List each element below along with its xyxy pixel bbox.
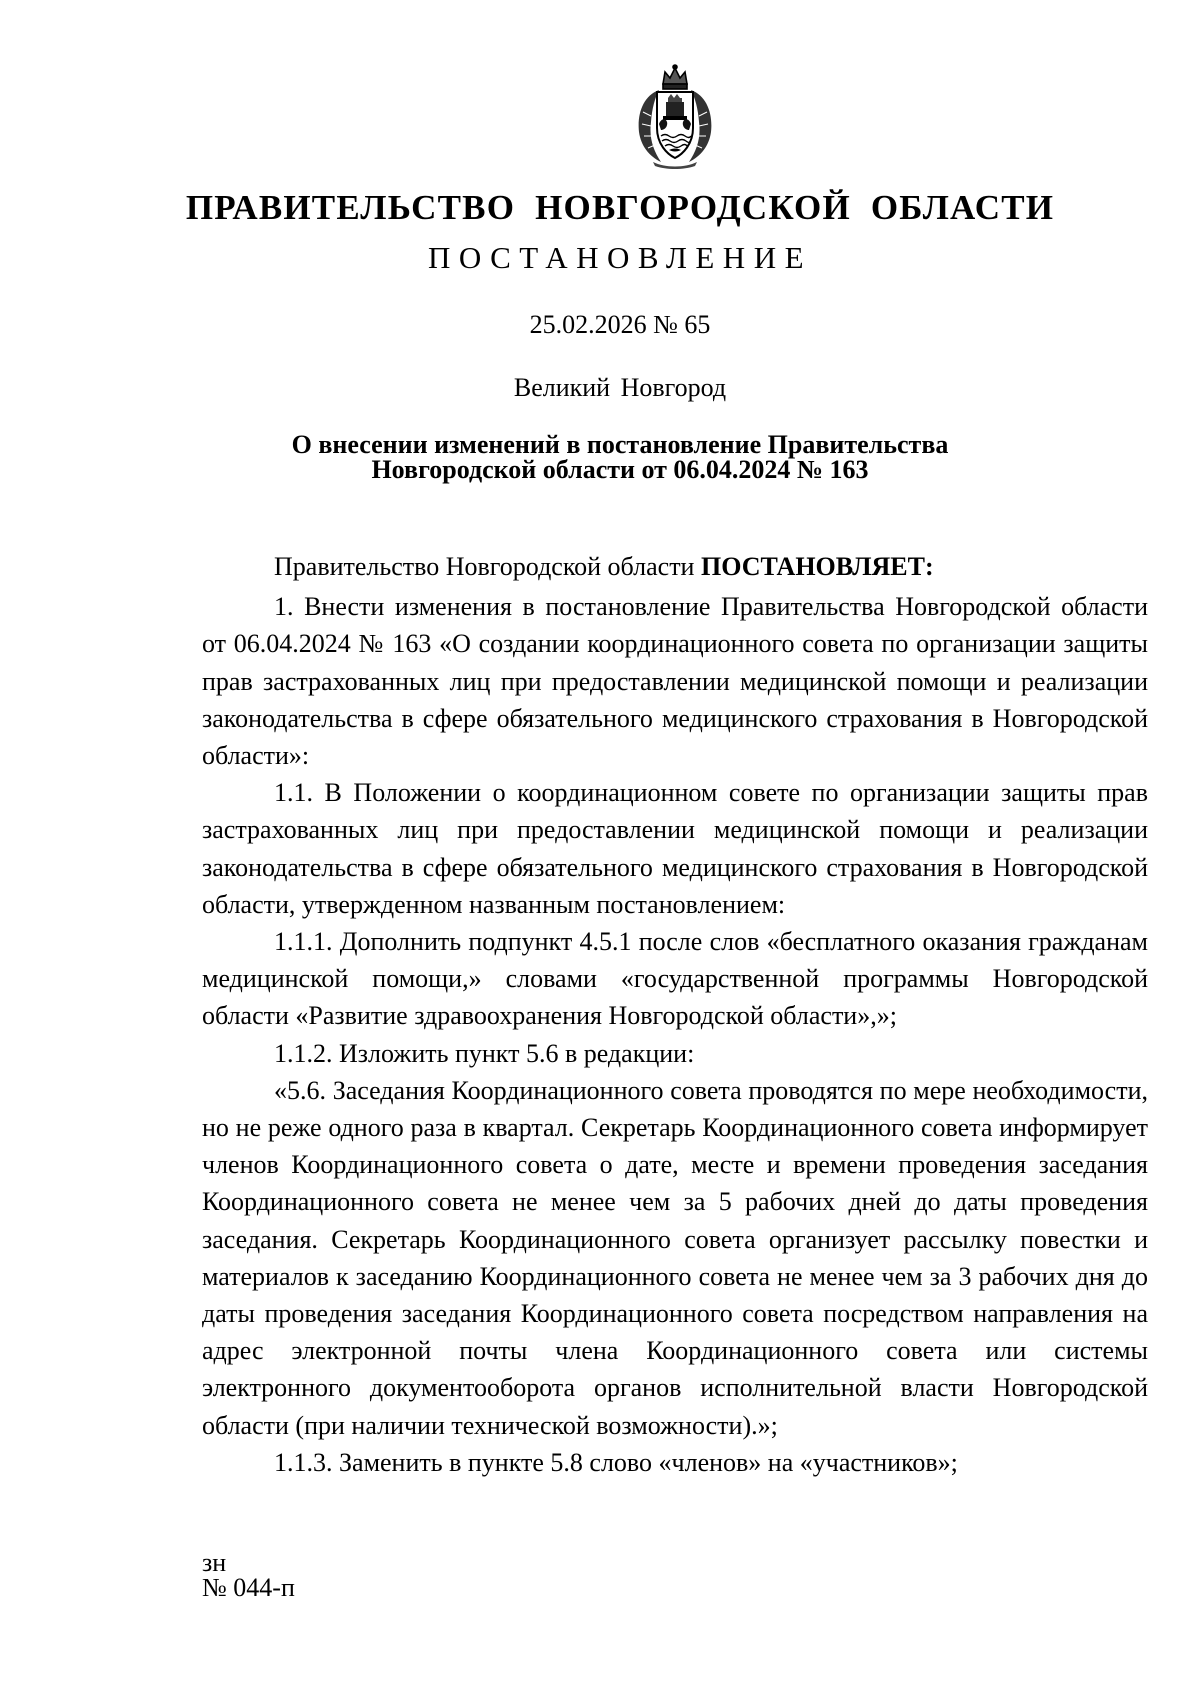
document-place: Великий Новгород (513, 373, 727, 402)
footer-initials: зн (202, 1548, 227, 1577)
footer-number: № 044-п (202, 1573, 295, 1602)
document-footer (202, 1550, 295, 1600)
intro-resolves: ПОСТАНОВЛЯЕТ: (700, 552, 934, 581)
document-subject (0, 432, 1200, 482)
subject-line-1: О внесении изменений в постановление Правительства (291, 430, 949, 459)
subject-line-2: Новгородской области от 06.04.2024 № 163 (371, 455, 869, 484)
paragraph-5-6: «5.6. Заседания Координационного совета проводятся по мере необходимости, но не реже одного раза в квартал. Секретарь Координационного совета информирует членов Координационного совета о дате, месте и времени проведения заседания Координационного совета не менее чем за 5 рабочих дней до даты проведения заседания. Секретарь Координационного совета организует рассылку повестки и материалов к заседанию Координационного совета не менее чем за 3 рабочих дня до даты проведения заседания Координационного совета посредством направления на адрес электронной почты члена Координационного совета или системы электронного документооборота органов исполнительной власти Новгородской области (при наличии технической возможности).»; (202, 1075, 1148, 1440)
paragraph-1-1: 1.1. В Положении о координационном совете по организации защиты прав застрахованных лиц при предоставлении медицинской помощи и реализации законодательства в сфере обязательного медицинского страхования в Новгородской области, утвержденном названным постановлением: (202, 778, 1148, 919)
document-type: ПОСТАНОВЛЕНИЕ (427, 240, 813, 275)
intro-paragraph (202, 548, 1148, 585)
paragraph-1-1-3: 1.1.3. Заменить в пункте 5.8 слово «членов» на «участников»; (274, 1447, 958, 1477)
coat-of-arms-icon (633, 62, 717, 170)
paragraph-1-1-1: 1.1.1. Дополнить подпункт 4.5.1 после слов «бесплатного оказания гражданам медицинской помощи,» словами «государственной программы Новгородской области «Развитие здравоохранения Новгородской области»,»; (202, 927, 1148, 1031)
intro-text: Правительство Новгородской области (274, 552, 701, 581)
document-body (202, 548, 1148, 1481)
paragraph-1: 1. Внести изменения в постановление Правительства Новгородской области от 06.04.2024 № 163 «О создании координационного совета по организации защиты прав застрахованных лиц при предоставлении медицинской помощи и реализации законодательства в сфере обязательного медицинского страхования в Новгородской области»: (202, 592, 1148, 771)
document-date-number: 25.02.2026 № 65 (529, 310, 711, 339)
paragraph-1-1-2: 1.1.2. Изложить пункт 5.6 в редакции: (274, 1038, 695, 1068)
government-title: ПРАВИТЕЛЬСТВО НОВГОРОДСКОЙ ОБЛАСТИ (185, 188, 1055, 227)
